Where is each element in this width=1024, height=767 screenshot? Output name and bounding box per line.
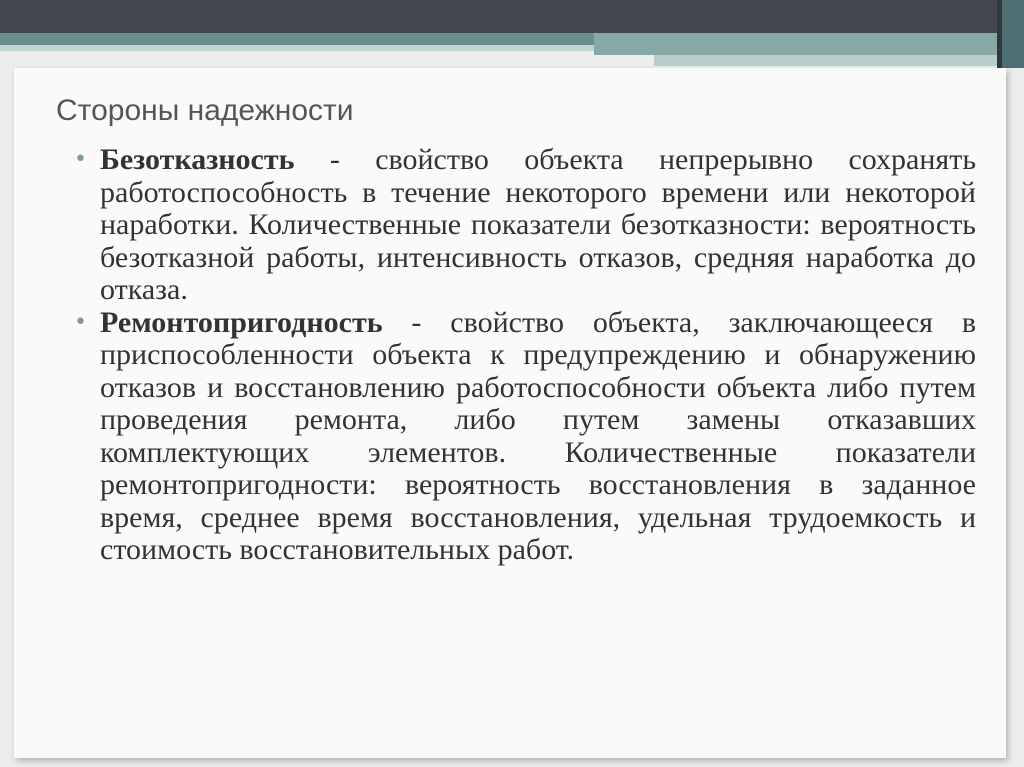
header-band-accent (594, 0, 1024, 68)
header-accent-step-2 (654, 55, 1024, 66)
header-accent-step-1 (594, 33, 1024, 55)
bullet-dot-icon: • (74, 309, 87, 335)
header-accent-divider (997, 0, 1002, 68)
bullet-text: - свойство объекта непрерывно сохранять работоспособность в течение некоторого времени или некоторой наработки. Количественные показатели безотказности: вероятность безотказной работы, интенсивность отказов, средняя наработка до отказа. (100, 143, 976, 306)
slide-panel (14, 68, 1006, 758)
bullet-text: - свойство объекта, заключающееся в приспособленности объекта к предупреждению и обнаружению отказов и восстановлению работоспособности объекта либо путем проведения ремонта, либо путем замены отказавших комплектующих элементов. Количественные показатели ремонтопригодности: вероятность восстановления в заданное время, среднее время восстановления, удельная трудоемкость и стоимость восстановительных работ. (100, 305, 976, 566)
bullet-item-reliability (72, 144, 976, 307)
bullet-term: Ремонтопригодность (100, 305, 383, 339)
bullet-item-maintainability (72, 307, 976, 567)
header-accent-bar (1002, 0, 1024, 68)
slide-title: Стороны надежности (56, 94, 354, 127)
bullet-list (72, 144, 976, 567)
bullet-term: Безотказность (100, 143, 295, 176)
header-band (0, 0, 1024, 68)
bullet-dot-icon: • (74, 147, 87, 172)
